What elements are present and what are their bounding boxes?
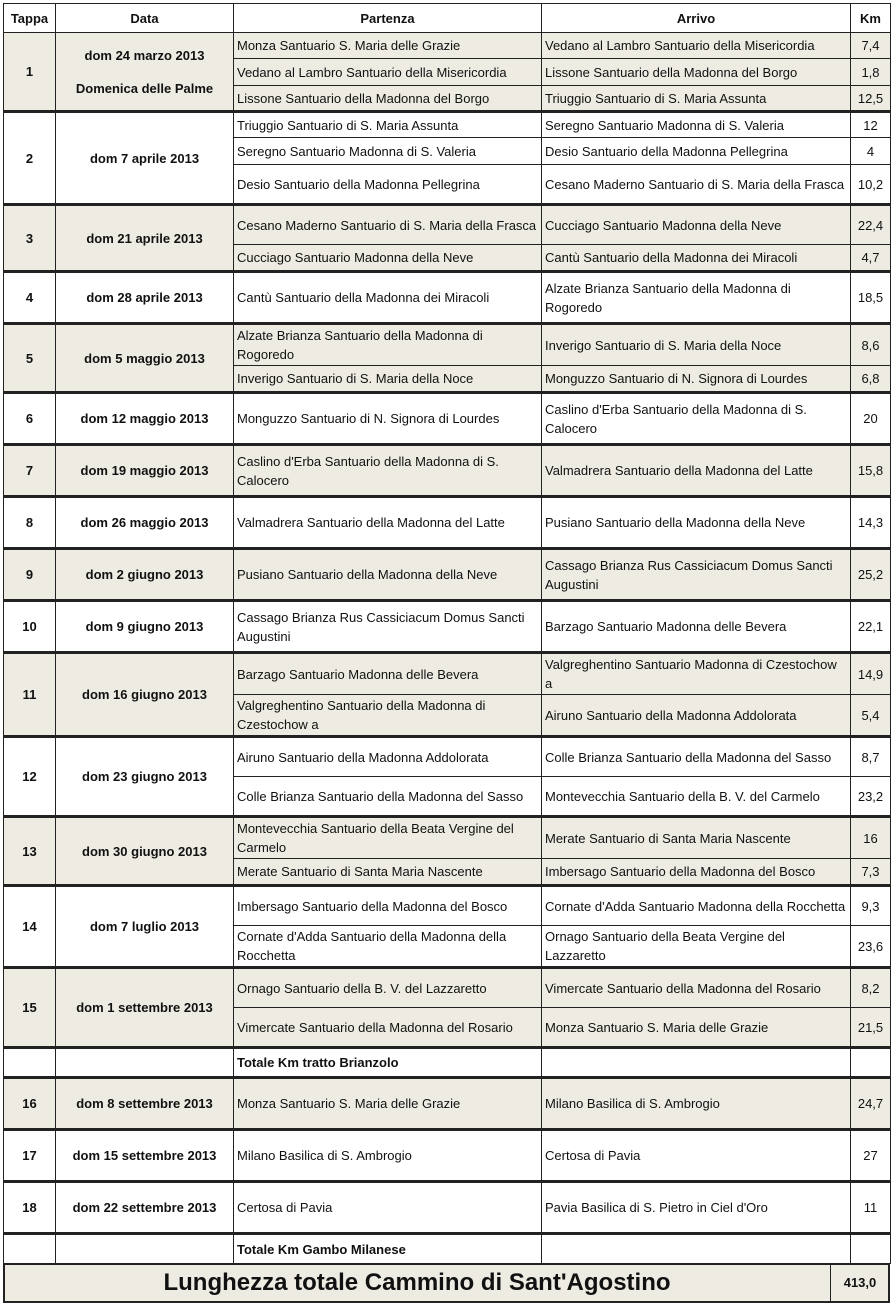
arrival-cell: Colle Brianza Santuario della Madonna del Sasso <box>542 737 851 777</box>
stage-date-cell <box>56 737 234 817</box>
km-cell: 12,5 <box>851 86 891 112</box>
km-cell: 7,3 <box>851 859 891 886</box>
departure-cell: Merate Santuario di Santa Maria Nascente <box>234 859 542 886</box>
subtotal-row <box>4 1234 891 1264</box>
arrival-cell: Inverigo Santuario di S. Maria della Noce <box>542 324 851 366</box>
subtotal-label: Totale Km tratto Brianzolo <box>234 1048 542 1078</box>
km-cell: 23,6 <box>851 926 891 968</box>
arrival-cell: Pavia Basilica di S. Pietro in Ciel d'Oro <box>542 1182 851 1234</box>
arrival-cell: Alzate Brianza Santuario della Madonna di Rogoredo <box>542 272 851 324</box>
departure-cell: Alzate Brianza Santuario della Madonna di Rogoredo <box>234 324 542 366</box>
arrival-cell: Seregno Santuario Madonna di S. Valeria <box>542 112 851 138</box>
stage-row <box>4 393 891 445</box>
departure-cell: Pusiano Santuario della Madonna della Neve <box>234 549 542 601</box>
km-cell: 22,1 <box>851 601 891 653</box>
departure-cell: Barzago Santuario Madonna delle Bevera <box>234 653 542 695</box>
stage-date-cell <box>56 1182 234 1234</box>
stage-number: 7 <box>4 445 56 497</box>
departure-cell: Monza Santuario S. Maria delle Grazie <box>234 1078 542 1130</box>
departure-cell: Caslino d'Erba Santuario della Madonna di S. Calocero <box>234 445 542 497</box>
arrival-cell: Cassago Brianza Rus Cassiciacum Domus Sancti Augustini <box>542 549 851 601</box>
arrival-cell: Cucciago Santuario Madonna della Neve <box>542 205 851 245</box>
stage-date-cell <box>56 1130 234 1182</box>
departure-cell: Ornago Santuario della B. V. del Lazzaretto <box>234 968 542 1008</box>
departure-cell: Seregno Santuario Madonna di S. Valeria <box>234 138 542 165</box>
km-cell: 18,5 <box>851 272 891 324</box>
grand-total-bar <box>3 1263 890 1303</box>
stage-number: 16 <box>4 1078 56 1130</box>
stage-date: dom 9 giugno 2013 <box>85 619 204 634</box>
departure-cell: Cantù Santuario della Madonna dei Miracoli <box>234 272 542 324</box>
departure-cell: Vimercate Santuario della Madonna del Rosario <box>234 1008 542 1048</box>
km-cell: 25,2 <box>851 549 891 601</box>
arrival-cell: Airuno Santuario della Madonna Addolorata <box>542 695 851 737</box>
arrival-cell: Vedano al Lambro Santuario della Misericordia <box>542 33 851 59</box>
stage-row <box>4 817 891 859</box>
stage-row <box>4 968 891 1008</box>
stage-row <box>4 601 891 653</box>
departure-cell: Valmadrera Santuario della Madonna del Latte <box>234 497 542 549</box>
km-cell: 23,2 <box>851 777 891 817</box>
stage-row <box>4 445 891 497</box>
departure-cell: Cornate d'Adda Santuario della Madonna della Rocchetta <box>234 926 542 968</box>
stage-row <box>4 1078 891 1130</box>
arrival-cell: Certosa di Pavia <box>542 1130 851 1182</box>
arrival-cell: Cornate d'Adda Santuario Madonna della Rocchetta <box>542 886 851 926</box>
subtotal-tappa-cell <box>4 1048 56 1078</box>
departure-cell: Airuno Santuario della Madonna Addolorata <box>234 737 542 777</box>
subtotal-row <box>4 1048 891 1078</box>
arrival-cell: Ornago Santuario della Beata Vergine del Lazzaretto <box>542 926 851 968</box>
stage-row <box>4 886 891 926</box>
stage-number: 17 <box>4 1130 56 1182</box>
km-cell: 21,5 <box>851 1008 891 1048</box>
stage-date: dom 15 settembre 2013 <box>72 1148 217 1163</box>
subtotal-label: Totale Km Gambo Milanese <box>234 1234 542 1264</box>
subtotal-date-cell <box>56 1048 234 1078</box>
stage-date: dom 2 giugno 2013 <box>85 567 204 582</box>
stage-number: 5 <box>4 324 56 393</box>
stage-row <box>4 112 891 138</box>
stage-date: dom 19 maggio 2013 <box>80 463 209 478</box>
km-cell: 10,2 <box>851 165 891 205</box>
km-cell: 14,3 <box>851 497 891 549</box>
subtotal-arrivo-cell <box>542 1048 851 1078</box>
stage-row <box>4 653 891 695</box>
subtotal-arrivo-cell <box>542 1234 851 1264</box>
arrival-cell: Imbersago Santuario della Madonna del Bosco <box>542 859 851 886</box>
stage-number: 15 <box>4 968 56 1048</box>
stage-number: 2 <box>4 112 56 205</box>
km-cell: 7,4 <box>851 33 891 59</box>
header-data: Data <box>56 4 234 33</box>
arrival-cell: Valmadrera Santuario della Madonna del Latte <box>542 445 851 497</box>
km-cell: 22,4 <box>851 205 891 245</box>
stage-number: 6 <box>4 393 56 445</box>
departure-cell: Cesano Maderno Santuario di S. Maria della Frasca <box>234 205 542 245</box>
km-cell: 27 <box>851 1130 891 1182</box>
stage-row <box>4 497 891 549</box>
subtotal-km-cell <box>851 1234 891 1264</box>
subtotal-km-cell <box>851 1048 891 1078</box>
grand-total-value: 413,0 <box>830 1265 889 1301</box>
arrival-cell: Desio Santuario della Madonna Pellegrina <box>542 138 851 165</box>
km-cell: 5,4 <box>851 695 891 737</box>
arrival-cell: Cantù Santuario della Madonna dei Miracoli <box>542 245 851 272</box>
stage-date: dom 28 aprile 2013 <box>86 290 203 305</box>
arrival-cell: Cesano Maderno Santuario di S. Maria della Frasca <box>542 165 851 205</box>
stage-row <box>4 272 891 324</box>
departure-cell: Certosa di Pavia <box>234 1182 542 1234</box>
km-cell: 11 <box>851 1182 891 1234</box>
stage-number: 8 <box>4 497 56 549</box>
km-cell: 1,8 <box>851 59 891 86</box>
departure-cell: Inverigo Santuario di S. Maria della Noce <box>234 366 542 393</box>
departure-cell: Monguzzo Santuario di N. Signora di Lourdes <box>234 393 542 445</box>
km-cell: 4,7 <box>851 245 891 272</box>
departure-cell: Milano Basilica di S. Ambrogio <box>234 1130 542 1182</box>
stage-date-cell <box>56 601 234 653</box>
stage-number: 9 <box>4 549 56 601</box>
subtotal-tappa-cell <box>4 1234 56 1264</box>
arrival-cell: Valgreghentino Santuario Madonna di Czestochow a <box>542 653 851 695</box>
stage-date-cell <box>56 272 234 324</box>
stage-number: 13 <box>4 817 56 886</box>
departure-cell: Colle Brianza Santuario della Madonna del Sasso <box>234 777 542 817</box>
departure-cell: Vedano al Lambro Santuario della Misericordia <box>234 59 542 86</box>
km-cell: 15,8 <box>851 445 891 497</box>
header-row <box>4 4 891 33</box>
km-cell: 20 <box>851 393 891 445</box>
km-cell: 14,9 <box>851 653 891 695</box>
stage-row <box>4 1130 891 1182</box>
stage-date: dom 7 luglio 2013 <box>89 919 200 934</box>
header-tappa: Tappa <box>4 4 56 33</box>
departure-cell: Desio Santuario della Madonna Pellegrina <box>234 165 542 205</box>
arrival-cell: Triuggio Santuario di S. Maria Assunta <box>542 86 851 112</box>
stage-date: dom 16 giugno 2013 <box>82 687 207 702</box>
stage-date-cell <box>56 445 234 497</box>
stage-date: dom 30 giugno 2013 <box>82 843 207 859</box>
stage-date-cell <box>56 886 234 968</box>
stage-row <box>4 737 891 777</box>
stage-date-cell <box>56 324 234 393</box>
stage-date-cell <box>56 1078 234 1130</box>
arrival-cell: Monza Santuario S. Maria delle Grazie <box>542 1008 851 1048</box>
stage-date-cell <box>56 968 234 1048</box>
departure-cell: Cassago Brianza Rus Cassiciacum Domus Sancti Augustini <box>234 601 542 653</box>
departure-cell: Triuggio Santuario di S. Maria Assunta <box>234 112 542 138</box>
stage-date: dom 12 maggio 2013 <box>80 411 209 426</box>
stage-number: 3 <box>4 205 56 272</box>
arrival-cell: Milano Basilica di S. Ambrogio <box>542 1078 851 1130</box>
stage-date: dom 23 giugno 2013 <box>82 769 207 784</box>
stage-date: dom 1 settembre 2013 <box>76 1000 213 1015</box>
stage-row <box>4 324 891 366</box>
stage-number: 14 <box>4 886 56 968</box>
stage-number: 10 <box>4 601 56 653</box>
stage-date-cell <box>56 549 234 601</box>
km-cell: 16 <box>851 817 891 859</box>
stage-date: dom 7 aprile 2013 <box>89 150 200 166</box>
stage-date: dom 21 aprile 2013 <box>86 230 203 246</box>
stage-date: dom 26 maggio 2013 <box>80 515 209 530</box>
arrival-cell: Vimercate Santuario della Madonna del Rosario <box>542 968 851 1008</box>
km-cell: 12 <box>851 112 891 138</box>
arrival-cell: Lissone Santuario della Madonna del Borgo <box>542 59 851 86</box>
stage-number: 4 <box>4 272 56 324</box>
stage-date: dom 22 settembre 2013 <box>72 1200 217 1215</box>
km-cell: 4 <box>851 138 891 165</box>
km-cell: 8,7 <box>851 737 891 777</box>
km-cell: 8,2 <box>851 968 891 1008</box>
stage-date-cell <box>56 393 234 445</box>
departure-cell: Imbersago Santuario della Madonna del Bosco <box>234 886 542 926</box>
itinerary-table <box>3 3 891 1264</box>
header-partenza: Partenza <box>234 4 542 33</box>
subtotal-date-cell <box>56 1234 234 1264</box>
itinerary-sheet <box>3 3 890 1264</box>
departure-cell: Valgreghentino Santuario della Madonna di Czestochow a <box>234 695 542 737</box>
stage-date-note: Domenica delle Palme <box>75 80 214 96</box>
departure-cell: Montevecchia Santuario della Beata Vergine del Carmelo <box>234 817 542 859</box>
stage-date: dom 24 marzo 2013 <box>84 47 205 63</box>
stage-row <box>4 549 891 601</box>
km-cell: 8,6 <box>851 324 891 366</box>
stage-date-cell <box>56 497 234 549</box>
stage-row <box>4 1182 891 1234</box>
stage-row <box>4 33 891 59</box>
departure-cell: Lissone Santuario della Madonna del Borgo <box>234 86 542 112</box>
stage-date: dom 8 settembre 2013 <box>76 1096 213 1111</box>
departure-cell: Monza Santuario S. Maria delle Grazie <box>234 33 542 59</box>
km-cell: 24,7 <box>851 1078 891 1130</box>
stage-date-cell <box>56 112 234 205</box>
stage-date-cell <box>56 205 234 272</box>
arrival-cell: Merate Santuario di Santa Maria Nascente <box>542 817 851 859</box>
header-km: Km <box>851 4 891 33</box>
stage-date-cell <box>56 817 234 886</box>
km-cell: 6,8 <box>851 366 891 393</box>
stage-number: 11 <box>4 653 56 737</box>
header-arrivo: Arrivo <box>542 4 851 33</box>
arrival-cell: Monguzzo Santuario di N. Signora di Lourdes <box>542 366 851 393</box>
itinerary-body <box>4 33 891 1264</box>
stage-number: 12 <box>4 737 56 817</box>
departure-cell: Cucciago Santuario Madonna della Neve <box>234 245 542 272</box>
stage-date: dom 5 maggio 2013 <box>84 350 205 366</box>
stage-number: 1 <box>4 33 56 112</box>
arrival-cell: Montevecchia Santuario della B. V. del Carmelo <box>542 777 851 817</box>
stage-date-cell <box>56 33 234 112</box>
stage-number: 18 <box>4 1182 56 1234</box>
km-cell: 9,3 <box>851 886 891 926</box>
stage-date-cell <box>56 653 234 737</box>
arrival-cell: Pusiano Santuario della Madonna della Neve <box>542 497 851 549</box>
grand-total-label: Lunghezza totale Cammino di Sant'Agostino <box>163 1269 671 1296</box>
stage-row <box>4 205 891 245</box>
arrival-cell: Caslino d'Erba Santuario della Madonna di S. Calocero <box>542 393 851 445</box>
arrival-cell: Barzago Santuario Madonna delle Bevera <box>542 601 851 653</box>
